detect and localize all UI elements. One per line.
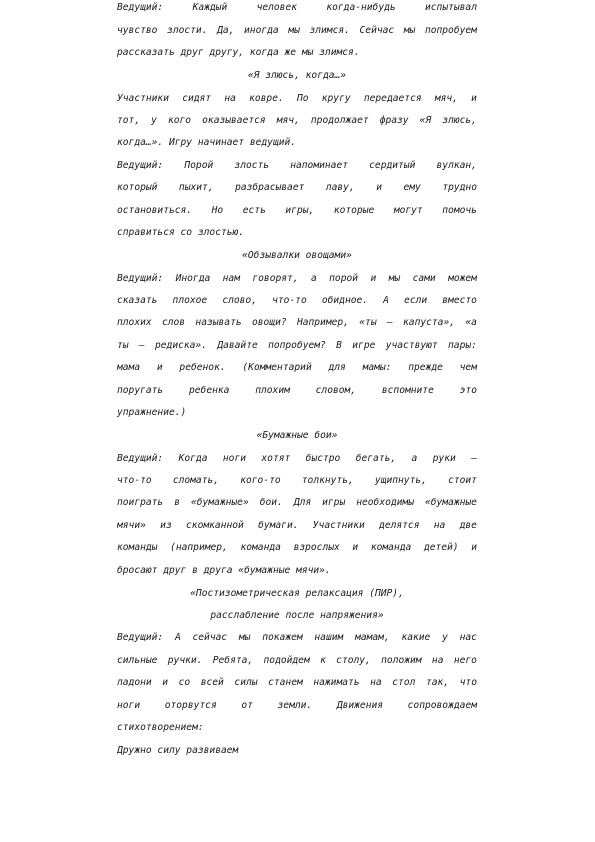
text-line: упражнение.) [117, 407, 187, 418]
heading-i-am-angry: «Я злюсь, когда…» [247, 70, 347, 81]
text-line: ладони и со всей силы станем нажимать на стол так, что [117, 677, 477, 688]
text-line: справиться со злостью. [117, 227, 245, 238]
heading-relaxation-1: «Постизометрическая релаксация (ПИР), [190, 588, 404, 599]
text-line: Ведущий: Иногда нам говорят, а порой и мы сами можем [117, 273, 477, 284]
text-line: Дружно силу развиваем [117, 745, 239, 756]
heading-relaxation-2: расслабление после напряжения» [210, 610, 384, 621]
text-line: когда…». Игру начинает ведущий. [117, 137, 297, 148]
heading-paper-fights: «Бумажные бои» [256, 430, 338, 441]
text-line: который пыхит, разбрасывает лаву, и ему трудно [117, 182, 477, 193]
text-line: Ведущий: Каждый человек когда-нибудь испытывал [117, 2, 477, 13]
text-line: мама и ребенок. (Комментарий для мамы: прежде чем [117, 362, 477, 373]
text-line: ты – редиска». Давайте попробуем? В игре участвуют пары: [117, 340, 477, 351]
text-line: Участники сидят на ковре. По кругу передается мяч, и [117, 93, 477, 104]
text-line: Ведущий: Когда ноги хотят быстро бегать, а руки – [117, 453, 477, 464]
text-line: сильные ручки. Ребята, подойдем к столу, положим на него [117, 655, 477, 666]
text-line: сказать плохое слово, что-то обидное. А если вместо [117, 295, 477, 306]
text-line: поиграть в «бумажные» бои. Для игры необходимы «бумажные [117, 497, 477, 508]
poem-line [117, 740, 477, 762]
text-line: что-то сломать, кого-то толкнуть, ущипнуть, стоит [117, 475, 477, 486]
text-line: Ведущий: Порой злость напоминает сердитый вулкан, [117, 160, 477, 171]
text-line: стихотворением: [117, 722, 204, 733]
text-line: Ведущий: А сейчас мы покажем нашим мамам, какие у нас [117, 632, 477, 643]
text-line: чувство злости. Да, иногда мы злимся. Сейчас мы попробуем [117, 25, 477, 36]
text-line: бросают друг в друга «бумажные мячи». [117, 565, 331, 576]
text-line: ноги оторвутся от земли. Движения сопровождаем [117, 700, 477, 711]
text-line: остановиться. Но есть игры, которые могут помочь [117, 205, 477, 216]
text-line: плохих слов называть овощи? Например, «ты – капуста», «а [117, 317, 477, 328]
heading-vegetables: «Обзывалки овощами» [242, 250, 352, 261]
text-line: поругать ребенка плохим словом, вспомните это [117, 385, 477, 396]
text-line: мячи» из скомканной бумаги. Участники делятся на две [117, 520, 477, 531]
text-line: команды (например, команда взрослых и команда детей) и [117, 542, 477, 553]
text-line: рассказать друг другу, когда же мы злимся. [117, 47, 360, 58]
text-line: тот, у кого оказывается мяч, продолжает фразу «Я злюсь, [117, 115, 477, 126]
